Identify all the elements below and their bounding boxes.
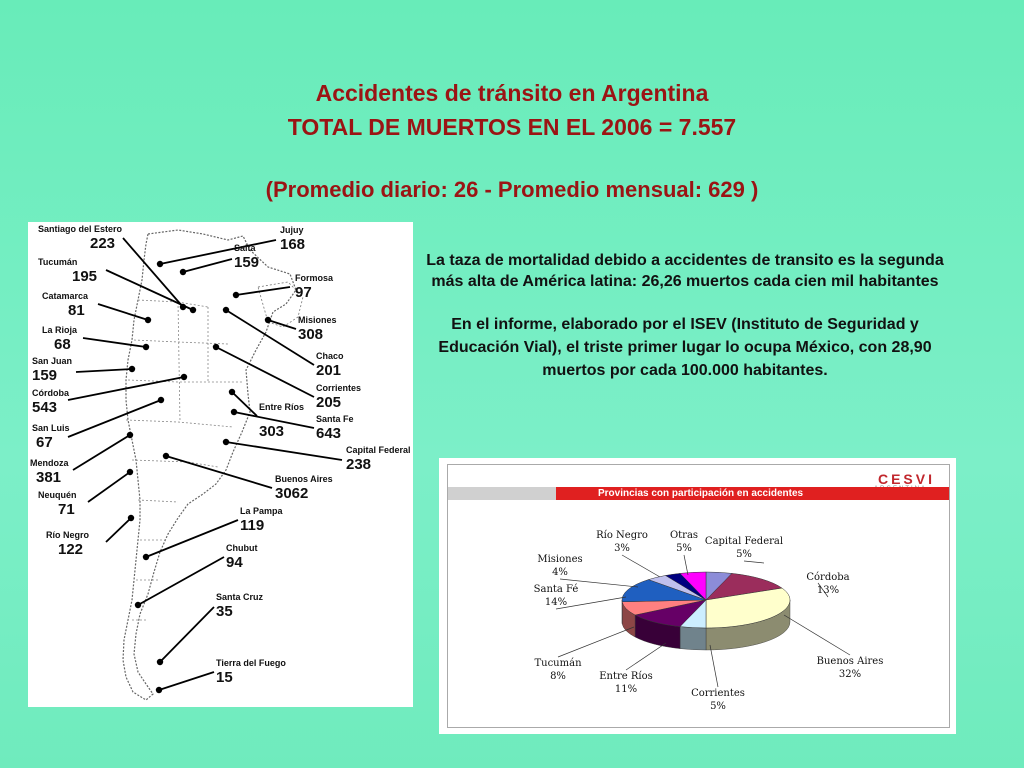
left-province-value: 195 xyxy=(72,268,98,285)
pie-chart-panel xyxy=(439,458,956,734)
leader-line xyxy=(73,435,130,470)
right-province-name: Formosa xyxy=(295,273,334,283)
pie-label-name: Buenos Aires xyxy=(816,656,884,667)
province-dot xyxy=(229,389,235,395)
left-province-name: San Juan xyxy=(32,356,73,366)
left-province-value: 68 xyxy=(54,336,71,353)
province-dot xyxy=(231,409,237,415)
isev-report-text: En el informe, elaborado por el ISEV (Instituto de Seguridad y Educación Vial), el triste primer lugar lo ocupa México, con 28,90 muertos por cada 100.000 habitantes. xyxy=(438,316,932,379)
leader-line xyxy=(106,270,193,310)
pie-label-name: Otras xyxy=(669,530,699,541)
province-dot xyxy=(127,469,133,475)
province-dot xyxy=(145,317,151,323)
right-province-value: 643 xyxy=(316,425,342,442)
pie-label-percent: 3% xyxy=(614,543,630,554)
pie-label xyxy=(678,687,758,713)
pie-label-percent: 8% xyxy=(550,671,566,682)
leader-line xyxy=(88,472,130,502)
leader-line xyxy=(166,456,272,488)
province-dot xyxy=(157,659,163,665)
pie-label-percent: 13% xyxy=(816,585,840,596)
right-province-value: 35 xyxy=(216,603,233,620)
pie-label-name: Capital Federal xyxy=(704,536,784,547)
right-province-value: 308 xyxy=(298,326,324,343)
province-dot xyxy=(190,307,196,313)
pie-chart-frame xyxy=(447,464,950,728)
right-province-name: Jujuy xyxy=(280,225,304,235)
right-province-name: Entre Ríos xyxy=(259,402,305,412)
right-province-name: Salta xyxy=(234,243,256,253)
province-dot xyxy=(157,261,163,267)
leader-line xyxy=(138,557,224,605)
province-dot xyxy=(129,366,135,372)
right-province-value: 238 xyxy=(346,456,372,473)
pie-leader-line xyxy=(710,645,718,687)
province-dot xyxy=(158,397,164,403)
pie-leader-line xyxy=(626,643,666,670)
left-province-value: 122 xyxy=(58,541,84,558)
argentina-outline xyxy=(123,230,296,700)
right-province-value: 205 xyxy=(316,394,342,411)
province-dot xyxy=(180,269,186,275)
pie-label xyxy=(518,657,598,683)
province-dot xyxy=(181,374,187,380)
leader-line xyxy=(268,320,296,329)
pie-label xyxy=(520,553,600,579)
pie-label-name: Entre Ríos xyxy=(599,671,653,682)
right-province-name: Chubut xyxy=(226,543,258,553)
pie-label-percent: 5% xyxy=(736,549,752,560)
left-province-name: San Luis xyxy=(32,423,70,433)
leader-line xyxy=(123,238,183,307)
pie-label xyxy=(586,670,666,696)
right-province-name: Tierra del Fuego xyxy=(216,658,286,668)
leader-line xyxy=(68,400,161,437)
pie-label-name: Santa Fé xyxy=(533,584,579,595)
pie-leader-line xyxy=(784,615,850,655)
right-province-value: 97 xyxy=(295,284,312,301)
right-province-value: 3062 xyxy=(275,485,309,502)
mortality-rate-text: La taza de mortalidad debido a accidentes de transito es la segunda más alta de América latina: 26,26 muertos cada cien mil habitantes xyxy=(426,252,944,290)
leader-line xyxy=(106,518,131,542)
pie-label-name: Misiones xyxy=(537,554,583,565)
right-province-name: Capital Federal xyxy=(346,445,411,455)
right-province-name: La Pampa xyxy=(240,506,283,516)
leader-line xyxy=(160,607,214,662)
province-dot xyxy=(143,344,149,350)
province-dot xyxy=(223,439,229,445)
right-province-value: 201 xyxy=(316,362,342,379)
pie-leader-line xyxy=(622,555,660,577)
left-province-value: 71 xyxy=(58,501,75,518)
left-province-value: 543 xyxy=(32,399,58,416)
pie-label-name: Tucumán xyxy=(534,658,582,669)
pie-label xyxy=(516,583,596,609)
right-province-value: 119 xyxy=(240,517,265,534)
right-province-name: Corrientes xyxy=(316,383,362,393)
page-subtitle: TOTAL DE MUERTOS EN EL 2006 = 7.557 xyxy=(287,114,737,140)
province-dot xyxy=(128,515,134,521)
left-province-name: Catamarca xyxy=(42,291,89,301)
left-province-name: La Rioja xyxy=(42,325,78,335)
left-province-name: Mendoza xyxy=(30,458,69,468)
right-province-name: Misiones xyxy=(298,315,337,325)
leader-line xyxy=(226,442,342,460)
right-province-value: 159 xyxy=(234,254,260,271)
pie-leader-line xyxy=(684,555,688,575)
province-dot xyxy=(223,307,229,313)
province-dot xyxy=(127,432,133,438)
left-province-name: Río Negro xyxy=(46,530,90,540)
pie-label-percent: 4% xyxy=(552,567,568,578)
leader-line xyxy=(146,520,238,557)
right-province-value: 15 xyxy=(216,669,233,686)
left-province-value: 381 xyxy=(36,469,62,486)
pie-label-percent: 11% xyxy=(614,684,638,695)
pie-leader-line xyxy=(558,627,634,657)
leader-line xyxy=(159,672,214,690)
pie-label-name: Río Negro xyxy=(596,530,648,541)
province-dot xyxy=(163,453,169,459)
leader-line xyxy=(76,369,132,372)
leader-line xyxy=(98,304,148,320)
pie-label-percent: 32% xyxy=(838,669,862,680)
pie-label-name: Corrientes xyxy=(691,688,745,699)
province-dot xyxy=(135,602,141,608)
leader-line xyxy=(236,287,290,295)
left-province-name: Córdoba xyxy=(32,388,69,398)
left-province-value: 67 xyxy=(36,434,53,451)
left-province-value: 81 xyxy=(68,302,85,319)
pie-label-percent: 5% xyxy=(676,543,692,554)
right-province-name: Santa Fe xyxy=(316,414,354,424)
argentina-map-panel xyxy=(28,222,413,707)
pie-side xyxy=(680,627,706,650)
left-province-name: Neuquén xyxy=(38,490,77,500)
right-province-name: Buenos Aires xyxy=(275,474,333,484)
averages-line: (Promedio diario: 26 - Promedio mensual: 629 ) xyxy=(265,177,759,202)
right-province-value: 303 xyxy=(259,423,285,440)
pie-label xyxy=(644,529,724,555)
leader-line xyxy=(83,338,146,347)
pie-leader-line xyxy=(744,561,764,563)
pie-label xyxy=(788,571,868,597)
chart-header: Provincias con participación en accidentes xyxy=(556,487,949,500)
pie-label-name: Córdoba xyxy=(806,572,850,583)
pie-label-percent: 14% xyxy=(544,597,568,608)
left-province-name: Tucumán xyxy=(38,257,78,267)
right-province-value: 94 xyxy=(226,554,243,571)
pie-label xyxy=(810,655,890,681)
province-dot xyxy=(265,317,271,323)
cesvi-logo: CESVI xyxy=(877,471,935,487)
leader-line xyxy=(183,259,232,272)
province-dot xyxy=(233,292,239,298)
right-province-name: Santa Cruz xyxy=(216,592,264,602)
right-province-name: Chaco xyxy=(316,351,344,361)
left-province-value: 223 xyxy=(90,235,116,252)
province-dot xyxy=(143,554,149,560)
right-province-value: 168 xyxy=(280,236,306,253)
page-title: Accidentes de tránsito en Argentina xyxy=(315,80,709,106)
province-dot xyxy=(156,687,162,693)
province-dot xyxy=(213,344,219,350)
left-province-value: 159 xyxy=(32,367,58,384)
pie-label-percent: 5% xyxy=(710,701,726,712)
left-province-name: Santiago del Estero xyxy=(38,224,123,234)
